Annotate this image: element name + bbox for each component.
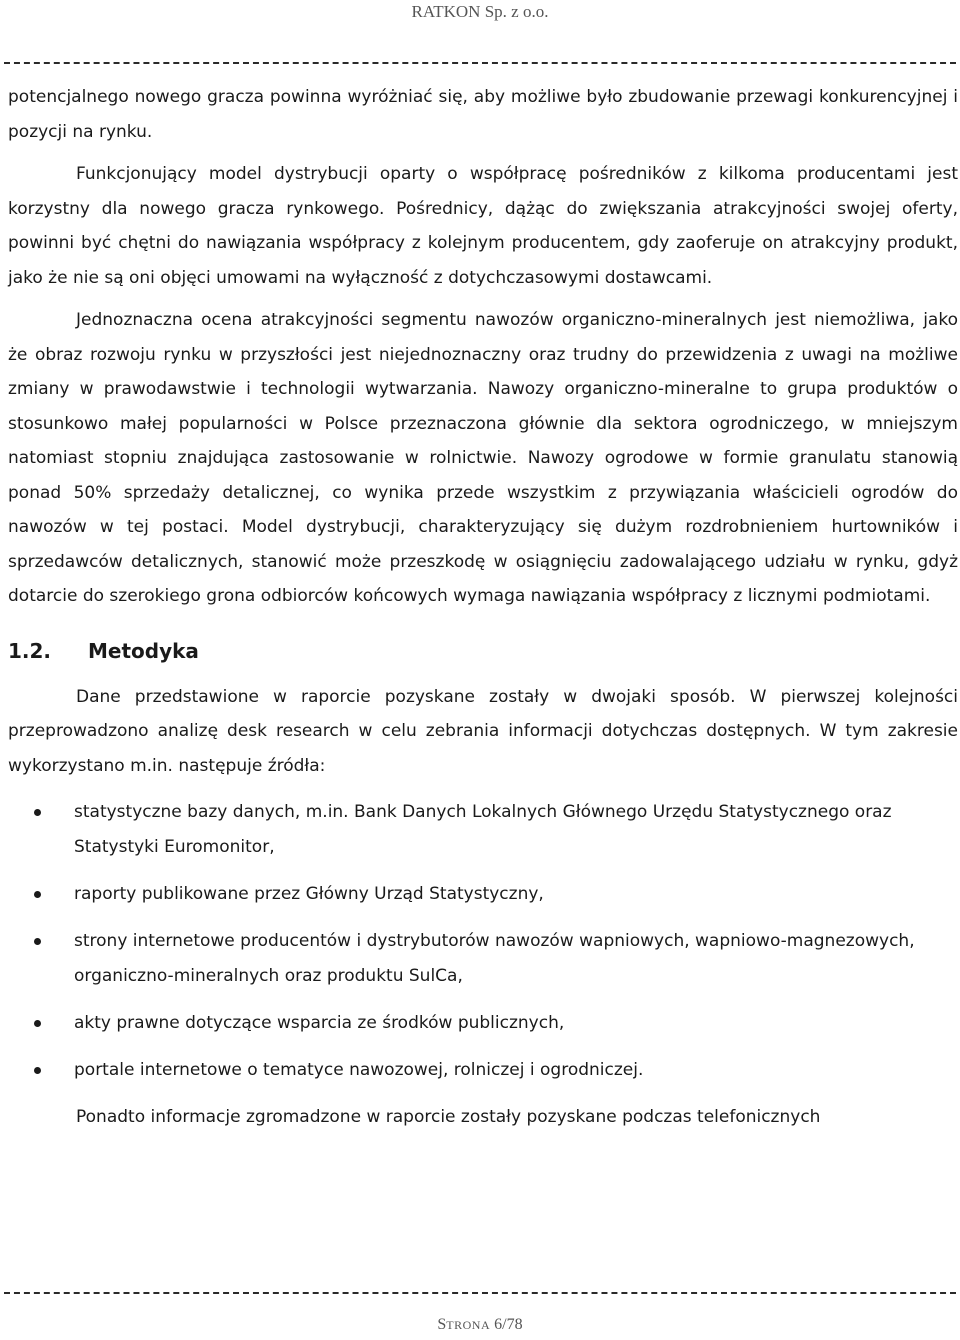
page-label-rest: TRONA [446, 1318, 491, 1332]
paragraph-telephone: Ponadto informacje zgromadzone w raporcie zostały pozyskane podczas telefonicznych [76, 1107, 821, 1127]
page-label-initial: S [437, 1316, 447, 1333]
footer-divider [4, 1292, 956, 1294]
document-body [8, 80, 958, 1135]
page-header [0, 2, 960, 22]
paragraph-distribution-model: Funkcjonujący model dystrybucji oparty o współpracę pośredników z kilkoma producentami jest korzystny dla nowego gracza rynkowego. Pośrednicy, dążąc do zwiększania atrakcyjności swojej oferty, powinni być chętni do nawiązania współpracy z kolejnym producentem, gdy zaoferuje on atrakcyjny produkt, jako że nie są oni objęci umowami na wyłączność z dotychczasowymi dostawcami. [8, 164, 958, 288]
list-item: akty prawne dotyczące wsparcia ze środków publicznych, [8, 1006, 958, 1041]
section-heading [8, 634, 958, 668]
page-number: 6/78 [494, 1316, 523, 1333]
list-item: statystyczne bazy danych, m.in. Bank Danych Lokalnych Głównego Urzędu Statystycznego oraz Statystyki Euromonitor, [8, 795, 958, 865]
list-item: raporty publikowane przez Główny Urząd Statystyczny, [8, 877, 958, 912]
paragraph-continuation: potencjalnego nowego gracza powinna wyróżniać się, aby możliwe było zbudowanie przewagi konkurencyjnej i pozycji na rynku. [8, 87, 958, 142]
header-divider [4, 62, 956, 64]
list-item: portale internetowe o tematyce nawozowej, rolniczej i ogrodniczej. [8, 1053, 958, 1088]
company-name: RATKON Sp. z o.o. [411, 2, 549, 21]
paragraph-segment-assessment: Jednoznaczna ocena atrakcyjności segmentu nawozów organiczno-mineralnych jest niemożliwa, jako że obraz rozwoju rynku w przyszłości jest niejednoznaczny oraz trudny do przewidzenia z uwagi na możliwe zmiany w prawodawstwie i technologii wytwarzania. Nawozy organiczno-mineralne to grupa produktów o stosunkowo małej popularności w Polsce przeznaczona głównie dla sektora ogrodniczego, w mniejszym natomiast stopniu znajdująca zastosowanie w rolnictwie. Nawozy ogrodowe w formie granulatu stanowią ponad 50% sprzedaży detalicznej, co wynika przede wszystkim z przywiązania właścicieli ogrodów do nawozów w tej postaci. Model dystrybucji, charakteryzujący się dużym rozdrobnieniem hurtowników i sprzedawców detalicznych, stanowić może przeszkodę w osiągnięciu zadowalającego udziału w rynku, gdyż dotarcie do szerokiego grona odbiorców końcowych wymaga nawiązania współpracy z licznymi podmiotami. [8, 310, 958, 606]
list-item: strony internetowe producentów i dystrybutorów nawozów wapniowych, wapniowo-magnezowych, organiczno-mineralnych oraz produktu SulCa, [8, 924, 958, 994]
page-footer [0, 1316, 960, 1334]
section-title: Metodyka [88, 638, 199, 663]
section-number: 1.2. [8, 638, 52, 663]
paragraph-methodology: Dane przedstawione w raporcie pozyskane zostały w dwojaki sposób. W pierwszej kolejności przeprowadzono analizę desk research w celu zebrania informacji dotychczas dostępnych. W tym zakresie wykorzystano m.in. następuje źródła: [8, 686, 958, 776]
sources-list [8, 795, 958, 1088]
